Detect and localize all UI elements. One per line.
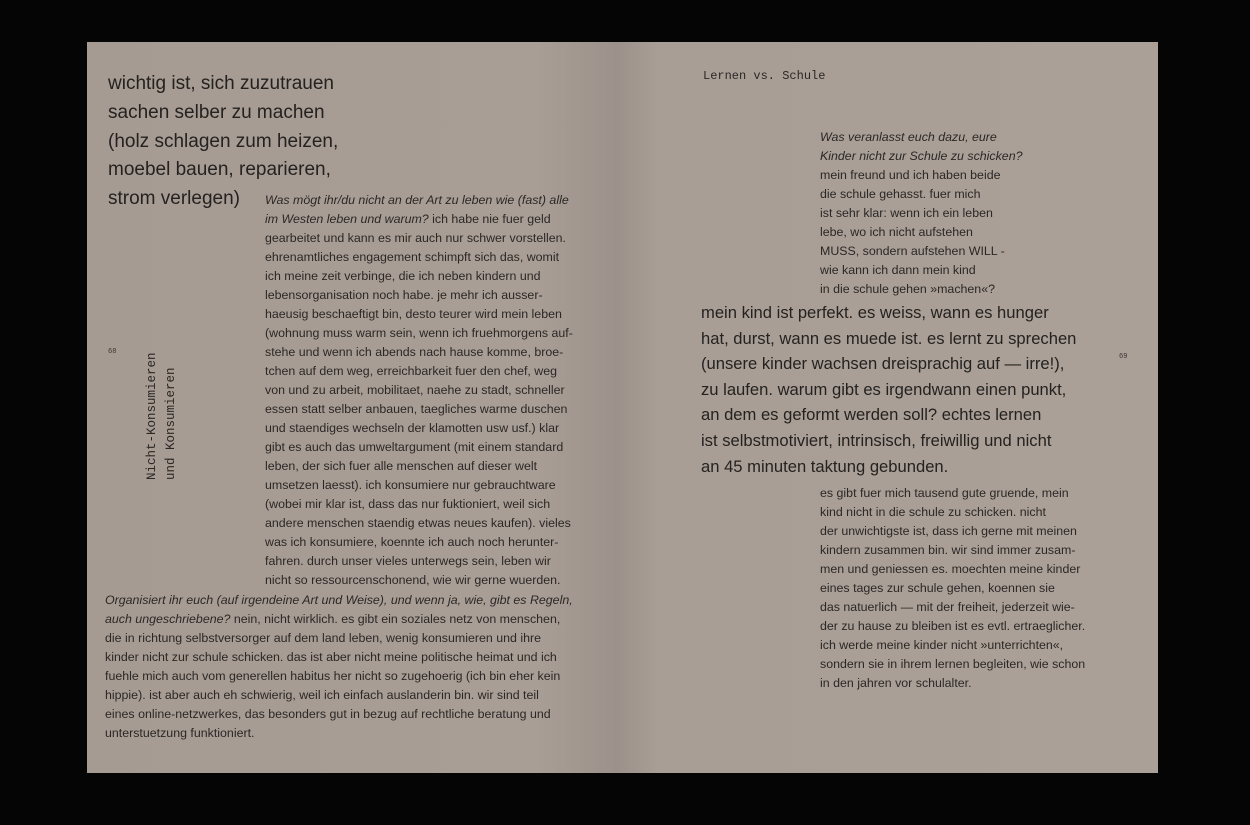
body-line: [105, 705, 551, 724]
answer-text: ich habe nie fuer geld: [428, 212, 551, 226]
answer-text: kind nicht in die schule zu schicken. nicht: [820, 505, 1046, 519]
body-line: [265, 533, 558, 552]
body-line: [265, 514, 571, 533]
answer-text: der unwichtigste ist, dass ich gerne mit meinen: [820, 524, 1077, 538]
answer-text: der zu hause zu bleiben ist es evtl. ertraeglicher.: [820, 619, 1086, 633]
pullquote-line: mein kind ist perfekt. es weiss, wann es hunger: [701, 303, 1049, 322]
body-line: [105, 648, 557, 667]
body-line: [265, 457, 537, 476]
body-line: [105, 667, 560, 686]
body-line: [265, 210, 551, 229]
answer-text: von und zu arbeit, mobilitaet, naehe zu stadt, schneller: [265, 383, 565, 397]
body-line: [820, 560, 1080, 579]
pullquote-line: ist selbstmotiviert, intrinsisch, freiwillig und nicht: [701, 431, 1052, 450]
headline-line: strom verlegen): [108, 188, 240, 210]
answer-text: ehrenamtliches engagement schimpft sich das, womit: [265, 250, 560, 264]
body-line: [820, 655, 1085, 674]
pullquote-line: zu laufen. warum gibt es irgendwann einen punkt,: [701, 379, 1067, 399]
answer-text: nein, nicht wirklich. es gibt ein soziales netz von menschen,: [230, 612, 561, 626]
answer-text: die schule gehasst. fuer mich: [820, 187, 981, 201]
answer-text: gibt es auch das umweltargument (mit einem standard: [265, 440, 564, 454]
answer-text: kinder nicht zur schule schicken. das ist aber nicht meine politische heimat und ich: [105, 650, 557, 664]
body-line: [265, 267, 541, 286]
answer-text: lebensorganisation noch habe. je mehr ich ausser-: [265, 288, 543, 302]
question-text: auch ungeschriebene?: [105, 612, 231, 626]
body-line: [265, 248, 559, 267]
headline-line: moebel bauen, reparieren,: [108, 159, 331, 181]
body-line: [265, 495, 550, 514]
body-line: [265, 571, 560, 590]
body-line: [820, 280, 995, 299]
body-line: [820, 484, 1069, 503]
answer-text: ich werde meine kinder nicht »unterrichten«,: [820, 638, 1064, 652]
question-text: Was veranlasst euch dazu, eure: [820, 130, 997, 144]
body-line: [820, 261, 976, 280]
running-head: Lernen vs. Schule: [703, 69, 826, 83]
section-label-line: Nicht-Konsumieren: [145, 352, 159, 480]
body-line: [820, 503, 1046, 522]
answer-text: umsetzen laesst). ich konsumiere nur gebrauchtware: [265, 478, 556, 492]
body-line: [265, 476, 556, 495]
body-line: [265, 438, 563, 457]
body-line: [265, 362, 557, 381]
question-text: Organisiert ihr euch (auf irgendeine Art und Weise), und wenn ja, wie, gibt es Regeln,: [105, 593, 573, 607]
section-label-line: und Konsumieren: [164, 367, 178, 480]
question-text: Was mögt ihr/du nicht an der Art zu leben wie (fast) alle: [265, 193, 569, 207]
body-line: [820, 674, 972, 693]
answer-text: essen statt selber anbauen, taegliches warme duschen: [265, 402, 568, 416]
question-text: im Westen leben und warum?: [265, 212, 429, 226]
answer-text: mein freund und ich haben beide: [820, 168, 1001, 182]
answer-text: lebe, wo ich nicht aufstehen: [820, 225, 973, 239]
body-line: [105, 629, 541, 648]
body-line: [265, 229, 566, 248]
question-text: Kinder nicht zur Schule zu schicken?: [820, 149, 1023, 163]
body-line: [820, 128, 997, 147]
body-line: [820, 147, 1023, 166]
answer-text: was ich konsumiere, koennte ich auch noch herunter-: [265, 535, 559, 549]
pullquote-line: (unsere kinder wachsen dreisprachig auf — irre!),: [701, 354, 1065, 374]
body-line: [820, 522, 1077, 541]
pullquote-line: hat, durst, wann es muede ist. es lernt zu sprechen: [701, 328, 1077, 348]
answer-text: nicht so ressourcenschonend, wie wir gerne wuerden.: [265, 573, 561, 587]
answer-text: leben, der sich fuer alle menschen auf dieser welt: [265, 459, 538, 473]
body-line: [105, 724, 254, 743]
answer-text: ist sehr klar: wenn ich ein leben: [820, 206, 993, 220]
answer-text: (wohnung muss warm sein, wenn ich fruehmorgens auf-: [265, 326, 573, 340]
body-line: [820, 204, 993, 223]
body-line: [820, 636, 1063, 655]
body-line: [265, 305, 562, 324]
body-line: [820, 185, 980, 204]
answer-text: (wobei mir klar ist, dass das nur fuktioniert, weil sich: [265, 497, 551, 511]
pullquote-line: an dem es geformt werden soll? echtes lernen: [701, 405, 1042, 425]
page-number-right: 69: [1119, 353, 1128, 361]
section-label: [143, 352, 181, 480]
answer-text: MUSS, sondern aufstehen WILL -: [820, 244, 1005, 258]
answer-text: es gibt fuer mich tausend gute gruende, mein: [820, 486, 1069, 500]
page-number-left: 68: [108, 348, 117, 356]
body-line: [105, 591, 573, 610]
answer-text: fahren. durch unser vieles unterwegs sein, leben wir: [265, 554, 551, 568]
answer-text: eines online-netzwerkes, das besonders gut in bezug auf rechtliche beratung und: [105, 707, 551, 721]
answer-text: andere menschen staendig etwas neues kaufen). vieles: [265, 516, 571, 530]
pullquote-line: an 45 minuten taktung gebunden.: [701, 456, 949, 476]
answer-text: tchen auf dem weg, erreichbarkeit fuer den chef, weg: [265, 364, 558, 378]
answer-text: hippie). ist aber auch eh schwierig, weil ich einfach auslanderin bin. wir sind teil: [105, 688, 539, 702]
answer-text: in die schule gehen »machen«?: [820, 282, 995, 296]
body-line: [820, 166, 1001, 185]
body-line: [265, 343, 563, 362]
body-line: [265, 381, 565, 400]
body-line: [265, 419, 559, 438]
headline-line: sachen selber zu machen: [108, 101, 325, 123]
answer-text: fuehle mich auch vom generellen habitus her nicht so zugehoerig (ich bin eher kein: [105, 669, 561, 683]
answer-text: stehe und wenn ich abends nach hause komme, broe-: [265, 345, 564, 359]
answer-text: die in richtung selbstversorger auf dem land leben, wenig konsumieren und ihre: [105, 631, 541, 645]
body-line: [820, 579, 1055, 598]
body-line: [265, 191, 569, 210]
body-line: [820, 541, 1075, 560]
answer-text: men und geniessen es. moechten meine kinder: [820, 562, 1081, 576]
answer-text: ich meine zeit verbinge, die ich neben kindern und: [265, 269, 541, 283]
answer-text: das natuerlich — mit der freiheit, jederzeit wie-: [820, 600, 1075, 614]
answer-text: und staendiges wechseln der klamotten usw usf.) klar: [265, 421, 560, 435]
headline-line: (holz schlagen zum heizen,: [108, 130, 339, 152]
body-line: [265, 400, 567, 419]
body-line: [265, 552, 551, 571]
body-line: [265, 324, 573, 343]
body-line: [105, 686, 539, 705]
body-line: [820, 598, 1075, 617]
headline-line: wichtig ist, sich zuzutrauen: [108, 73, 334, 94]
answer-text: eines tages zur schule gehen, koennen sie: [820, 581, 1055, 595]
answer-text: kindern zusammen bin. wir sind immer zusam-: [820, 543, 1076, 557]
answer-text: unterstuetzung funktioniert.: [105, 726, 255, 740]
answer-text: sondern sie in ihrem lernen begleiten, wie schon: [820, 657, 1086, 671]
body-line: [265, 286, 543, 305]
body-line: [820, 223, 973, 242]
answer-text: gearbeitet und kann es mir auch nur schwer vorstellen.: [265, 231, 566, 245]
body-line: [820, 242, 1005, 261]
body-line: [105, 610, 560, 629]
answer-text: wie kann ich dann mein kind: [820, 263, 976, 277]
body-line: [820, 617, 1085, 636]
answer-text: in den jahren vor schulalter.: [820, 676, 972, 690]
answer-text: haeusig beschaeftigt bin, desto teurer wird mein leben: [265, 307, 562, 321]
